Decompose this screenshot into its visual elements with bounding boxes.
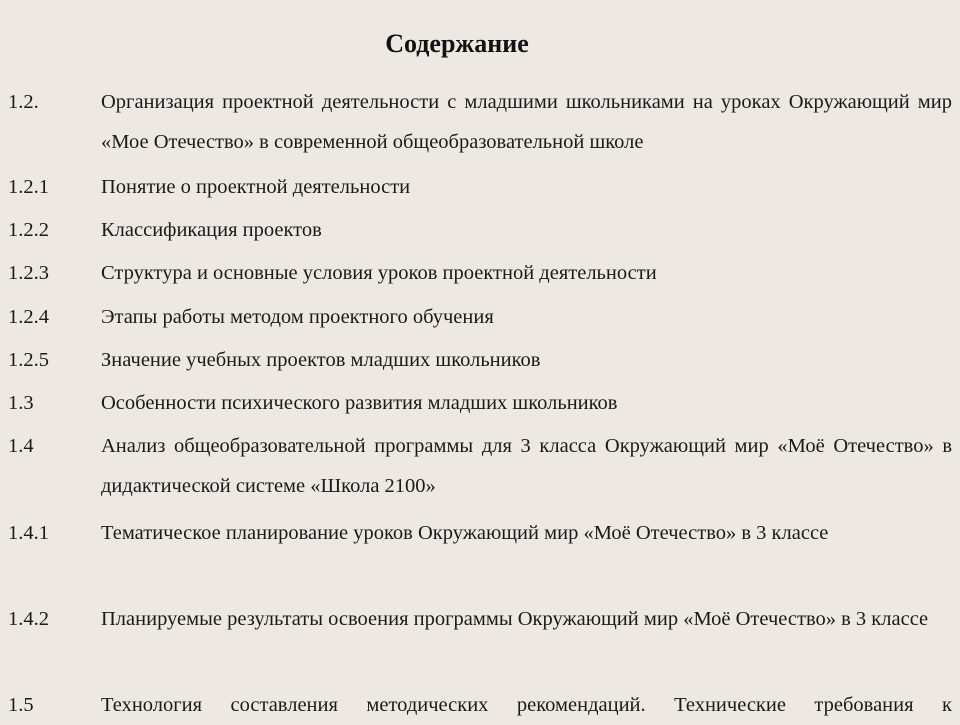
toc-entry-title: Анализ общеобразовательной программы для 3 класса Окружающий мир «Моё Отечество» в дидактической системе «Школа 2100» [101,435,952,497]
toc-entry-number: 1.4.2 [8,608,49,630]
toc-entry-title: Понятие о проектной деятельности [101,176,411,198]
toc-entry-number: 1.2.3 [8,262,49,284]
toc-entry-number: 1.2.1 [8,176,49,198]
toc-entry-number: 1.2.5 [8,349,49,371]
page-title: Содержание [385,29,529,58]
toc-entry-title: Структура и основные условия уроков проектной деятельности [101,262,657,284]
toc-entry-number: 1.3 [8,392,34,414]
toc-entry-title: Планируемые результаты освоения программы Окружающий мир «Моё Отечество» в 3 классе [101,608,929,630]
toc-entry-number: 1.4.1 [8,522,49,544]
toc-entry-number: 1.4 [8,435,34,457]
toc-entry-number: 1.2. [8,91,39,113]
toc-entry-title: Тематическое планирование уроков Окружающий мир «Моё Отечество» в 3 классе [101,522,829,544]
toc-entry-title: Технология составления методических рекомендаций. Технические требования к [101,694,952,716]
toc-entry-number: 1.5 [8,694,34,716]
toc-entry-title: Значение учебных проектов младших школьников [101,349,541,371]
toc-entry-title: Классификация проектов [101,219,322,241]
toc-entry-title: Этапы работы методом проектного обучения [101,306,494,328]
toc-entry-title: Особенности психического развития младших школьников [101,392,618,414]
toc-entry-number: 1.2.2 [8,219,49,241]
toc-entry-title: Организация проектной деятельности с младшими школьниками на уроках Окружающий мир «Мое Отечество» в современной общеобразовательной школе [101,91,952,153]
toc-entry-number: 1.2.4 [8,306,49,328]
